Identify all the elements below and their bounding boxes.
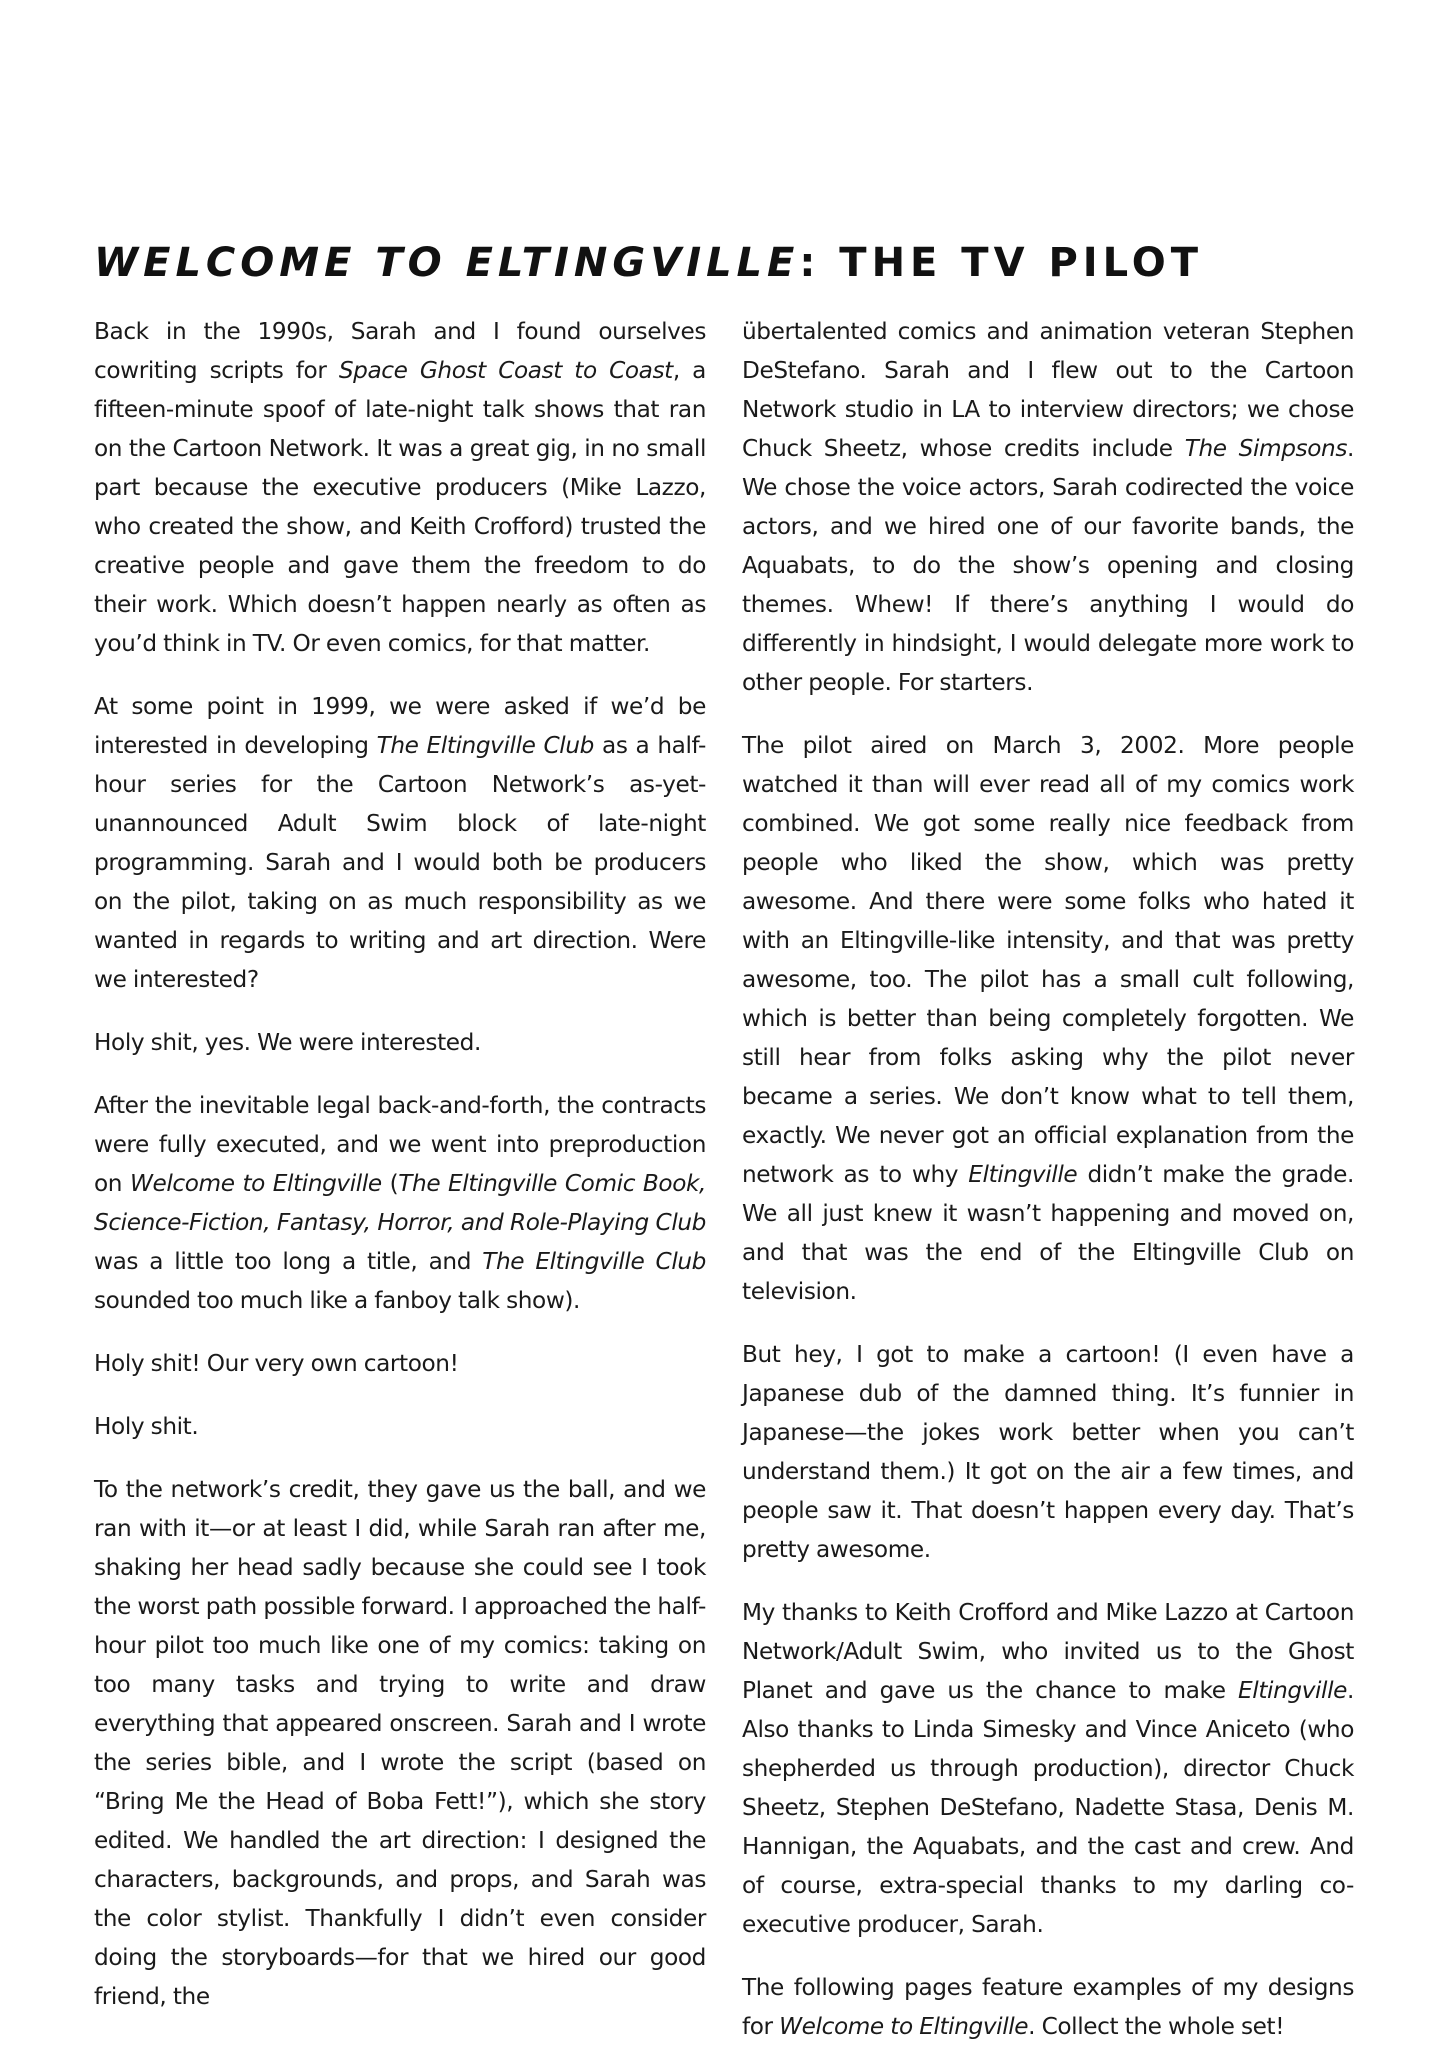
paragraph: My thanks to Keith Crofford and Mike Lazzo at Cartoon Network/Adult Swim, who invited us to the Ghost Planet and gave us the chance to make Eltingville. Also thanks to Linda Simesky and Vince Aniceto (who shepherded us through production), director Chuck Sheetz, Stephen DeStefano, Nadette Stasa, Denis M. Hannigan, the Aquabats, and the cast and crew. And of course, extra-special thanks to my darling co-executive producer, Sarah. bbox=[742, 1599, 1354, 1938]
paragraph: Holy shit. bbox=[94, 1413, 199, 1440]
paragraph: Holy shit, yes. We were interested. bbox=[94, 1029, 481, 1056]
right-column bbox=[742, 312, 1354, 2046]
paragraph: But hey, I got to make a cartoon! (I even have a Japanese dub of the damned thing. It’s funnier in Japanese—the jokes work better when you can’t understand them.) It got on the air a few times, and people saw it. That doesn’t happen every day. That’s pretty awesome. bbox=[742, 1341, 1354, 1563]
paragraph: The following pages feature examples of my designs for Welcome to Eltingville. Collect the whole set! bbox=[742, 1974, 1354, 2040]
paragraph: Back in the 1990s, Sarah and I found ourselves cowriting scripts for Space Ghost Coast to Coast, a fifteen-minute spoof of late-night talk shows that ran on the Cartoon Network. It was a great gig, in no small part because the executive producers (Mike Lazzo, who created the show, and Keith Crofford) trusted the creative people and gave them the freedom to do their work. Which doesn’t happen nearly as often as you’d think in TV. Or even comics, for that matter. bbox=[94, 318, 706, 657]
paragraph: After the inevitable legal back-and-forth, the contracts were fully executed, and we went into preproduction on Welcome to Eltingville (The Eltingville Comic Book, Science-Fiction, Fantasy, Horror, and Role-Playing Club was a little too long a title, and The Eltingville Club sounded too much like a fanboy talk show). bbox=[94, 1092, 706, 1314]
paragraph: To the network’s credit, they gave us the ball, and we ran with it—or at least I did, while Sarah ran after me, shaking her head sadly because she could see I took the worst path possible forward. I approached the half-hour pilot too much like one of my comics: taking on too many tasks and trying to write and draw everything that appeared onscreen. Sarah and I wrote the series bible, and I wrote the script (based on “Bring Me the Head of Boba Fett!”), which she story edited. We handled the art direction: I designed the characters, backgrounds, and props, and Sarah was the color stylist. Thankfully I didn’t even consider doing the storyboards—for that we hired our good friend, the bbox=[94, 1476, 706, 2010]
title-rest-part: : THE TV PILOT bbox=[799, 240, 1204, 286]
page-title bbox=[94, 240, 1203, 286]
paragraph: Holy shit! Our very own cartoon! bbox=[94, 1350, 459, 1377]
paragraph: übertalented comics and animation veteran Stephen DeStefano. Sarah and I flew out to the Cartoon Network studio in LA to interview directors; we chose Chuck Sheetz, whose credits include The Simpsons. We chose the voice actors, Sarah codirected the voice actors, and we hired one of our favorite bands, the Aquabats, to do the show’s opening and closing themes. Whew! If there’s anything I would do differently in hindsight, I would delegate more work to other people. For starters. bbox=[742, 318, 1354, 696]
left-column bbox=[94, 312, 706, 2016]
paragraph: The pilot aired on March 3, 2002. More people watched it than will ever read all of my comics work combined. We got some really nice feedback from people who liked the show, which was pretty awesome. And there were some folks who hated it with an Eltingville-like intensity, and that was pretty awesome, too. The pilot has a small cult following, which is better than being completely forgotten. We still hear from folks asking why the pilot never became a series. We don’t know what to tell them, exactly. We never got an official explanation from the network as to why Eltingville didn’t make the grade. We all just knew it wasn’t happening and moved on, and that was the end of the Eltingville Club on television. bbox=[742, 732, 1354, 1305]
paragraph: At some point in 1999, we were asked if we’d be interested in developing The Eltingville Club as a half-hour series for the Cartoon Network’s as-yet-unannounced Adult Swim block of late-night programming. Sarah and I would both be producers on the pilot, taking on as much responsibility as we wanted in regards to writing and art direction. Were we interested? bbox=[94, 693, 706, 993]
title-italic-part: WELCOME TO ELTINGVILLE bbox=[94, 240, 800, 286]
